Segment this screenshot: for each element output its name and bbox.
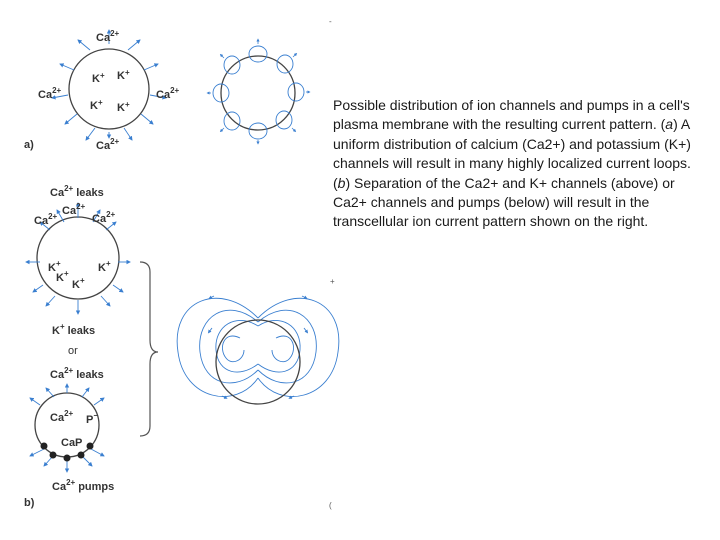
figure-caption: Possible distribution of ion channels and pumps in a cell's plasma membrane with the resulting current pattern. (a) A uniform distribution of calcium (Ca2+) and potassium (K+) channels will result in many highly localized current loops. (b) Separation of the Ca2+ and K+ channels (above) or Ca2+ channels and pumps (below) will result in the transcellular ion current pattern shown on the right. [333,97,691,230]
panel-a-loops-cell [221,56,295,130]
panel-b-transcellular-current [177,296,339,404]
panel-a-ca-top: $Ca^{2+}$ [96,29,120,44]
panel-a-ca-left: $Ca^{2+}$ [38,86,62,101]
panel-a-k-1: K+ [92,71,105,85]
panel-a-label: a) [24,139,34,151]
panel-b-ca-inside: $Ca^{2+}$ [50,409,74,424]
panel-a-k-3: K+ [90,98,103,112]
panel-b-ca-1: $Ca^{2+}$ [34,212,58,227]
panel-b-top-cell-diagram [26,184,130,357]
panel-b-cap: CaP [61,437,83,449]
panel-b-p-ion: P− [86,411,99,426]
panel-b-transcellular-cell [216,320,300,404]
panel-a-k-4: K+ [117,100,130,114]
panel-b-label: b) [24,497,35,509]
panel-b-ca-3: $Ca^{2+}$ [92,210,116,225]
panel-a-k-2: K+ [117,68,130,82]
margin-mark-bottom: ( [329,501,332,510]
panel-b-k-1: K+ [48,259,61,274]
panel-b-ca-leaks-top: $Ca^{2+}$ leaks [50,184,104,199]
panel-a-cell [69,49,149,129]
panel-b-k-leaks: K+ leaks [52,322,96,337]
panel-b-ca-leaks-bottom: $Ca^{2+}$ leaks [50,366,104,381]
margin-mark-top: - [329,17,332,26]
panel-b-brace [140,262,158,436]
panel-a-current-loops [208,40,309,143]
panel-b-k-3: K+ [72,276,85,291]
panel-a-ca-bottom: $Ca^{2+}$ [96,137,120,152]
panel-b-bottom-cell-diagram [24,366,114,509]
panel-b-k-4: K+ [98,259,111,274]
panel-b-or: or [68,345,78,357]
margin-mark-mid: + [330,277,335,286]
panel-b-ca-2: $Ca^{2+}$ [62,202,86,217]
panel-a-ca-right: $Ca^{2+}$ [156,86,180,101]
panel-b-ca-pumps: $Ca^{2+}$ pumps [52,478,115,493]
panel-b-k-2: K+ [56,269,69,284]
panel-a-cell-diagram [24,29,180,152]
